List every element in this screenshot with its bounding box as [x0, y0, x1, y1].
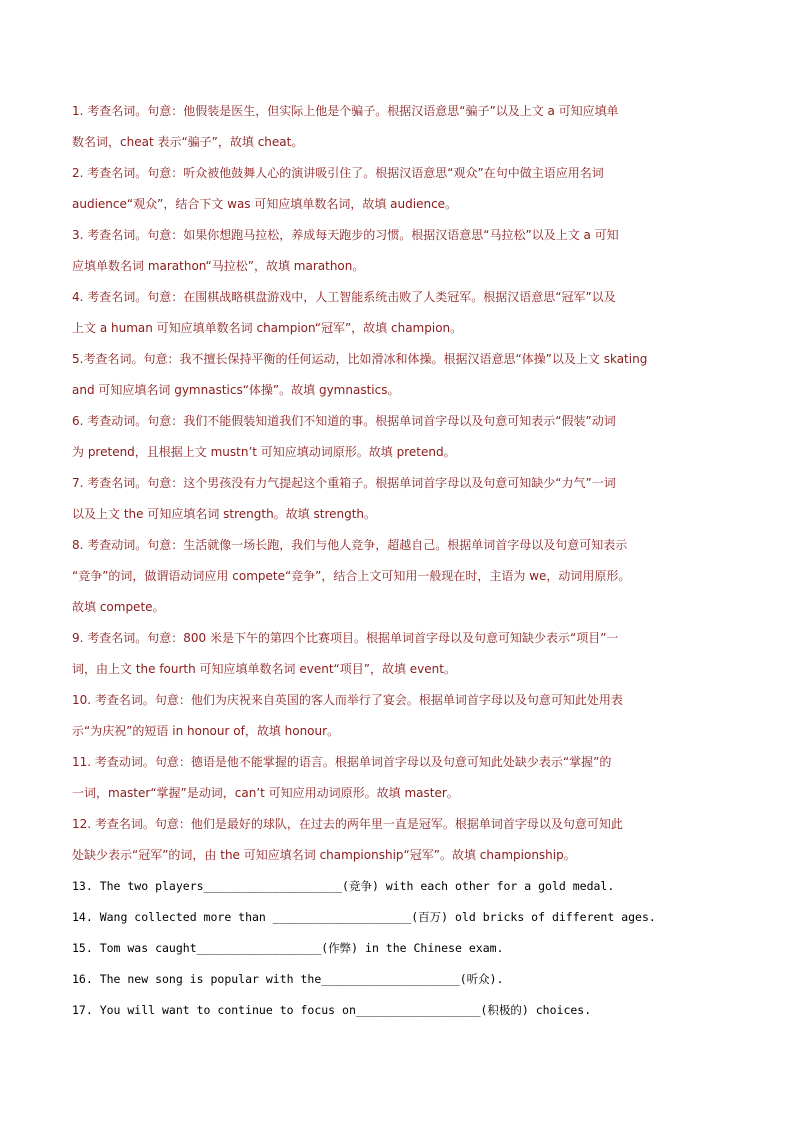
answer-line: 4. 考查名词。句意：在围棋战略棋盘游戏中，人工智能系统击败了人类冠军。根据汉语意思“冠军”以及 [72, 290, 616, 304]
answer-line: and 可知应填名词 gymnastics“体操”。故填 gymnastics。 [72, 383, 400, 397]
answer-line: 7. 考查名词。句意：这个男孩没有力气提起这个重箱子。根据单词首字母以及句意可知缺少“力气”一词 [72, 476, 616, 490]
answer-line: 应填单数名词 marathon“马拉松”，故填 marathon。 [72, 259, 365, 273]
question-line: 15. Tom was caught__________________(作弊) in the Chinese exam. [72, 941, 504, 955]
question-line: 14. Wang collected more than ____________________(百万) old bricks of different ages. [72, 910, 656, 924]
answer-line: 数名词，cheat 表示“骗子”，故填 cheat。 [72, 135, 304, 149]
answer-line: 1. 考查名词。句意：他假装是医生，但实际上他是个骗子。根据汉语意思“骗子”以及上文 a 可知应填单 [72, 104, 619, 118]
answer-line: 12. 考查名词。句意：他们是最好的球队，在过去的两年里一直是冠军。根据单词首字母以及句意可知此 [72, 817, 623, 831]
question-line: 13. The two players____________________(竞争) with each other for a gold medal. [72, 879, 615, 893]
question-line: 16. The new song is popular with the____________________(听众). [72, 972, 504, 986]
answer-line: 10. 考查名词。句意：他们为庆祝来自英国的客人而举行了宴会。根据单词首字母以及句意可知此处用表 [72, 693, 623, 707]
answer-line: 8. 考查动词。句意：生活就像一场长跑，我们与他人竞争，超越自己。根据单词首字母以及句意可知表示 [72, 538, 628, 552]
answer-line: 处缺少表示“冠军”的词，由 the 可知应填名词 championship“冠军”。故填 championship。 [72, 848, 576, 862]
answer-line: 以及上文 the 可知应填名词 strength。故填 strength。 [72, 507, 377, 521]
answer-line: 2. 考查名词。句意：听众被他鼓舞人心的演讲吸引住了。根据汉语意思“观众”在句中做主语应用名词 [72, 166, 604, 180]
answer-line: 9. 考查名词。句意：800 米是下午的第四个比赛项目。根据单词首字母以及句意可知缺少表示“项目”一 [72, 631, 619, 645]
answer-line: 3. 考查名词。句意：如果你想跑马拉松，养成每天跑步的习惯。根据汉语意思“马拉松”以及上文 a 可知 [72, 228, 619, 242]
answer-line: 上文 a human 可知应填单数名词 champion“冠军”，故填 champion。 [72, 321, 463, 335]
answer-line: 6. 考查动词。句意：我们不能假装知道我们不知道的事。根据单词首字母以及句意可知表示“假装”动词 [72, 414, 616, 428]
question-line: 17. You will want to continue to focus on__________________(积极的) choices. [72, 1003, 592, 1017]
answer-line: 故填 compete。 [72, 600, 165, 614]
answer-line: 示“为庆祝”的短语 in honour of，故填 honour。 [72, 724, 340, 738]
answer-line: “竞争”的词，做谓语动词应用 compete“竞争”，结合上文可知用一般现在时，主语为 we，动词用原形。 [72, 569, 631, 583]
answer-line: 一词，master“掌握”是动词，can’t 可知应用动词原形。故填 master。 [72, 786, 459, 800]
answer-line: 词，由上文 the fourth 可知应填单数名词 event“项目”，故填 event。 [72, 662, 456, 676]
answer-line: 11. 考查动词。句意：德语是他不能掌握的语言。根据单词首字母以及句意可知此处缺少表示“掌握”的 [72, 755, 612, 769]
answer-line: 为 pretend，且根据上文 mustn’t 可知应填动词原形。故填 pretend。 [72, 445, 456, 459]
answer-line: 5.考查名词。句意：我不擅长保持平衡的任何运动，比如滑冰和体操。根据汉语意思“体操”以及上文 skating [72, 352, 648, 366]
document-body [72, 96, 722, 1026]
answer-line: audience“观众”，结合下文 was 可知应填单数名词，故填 audience。 [72, 197, 458, 211]
